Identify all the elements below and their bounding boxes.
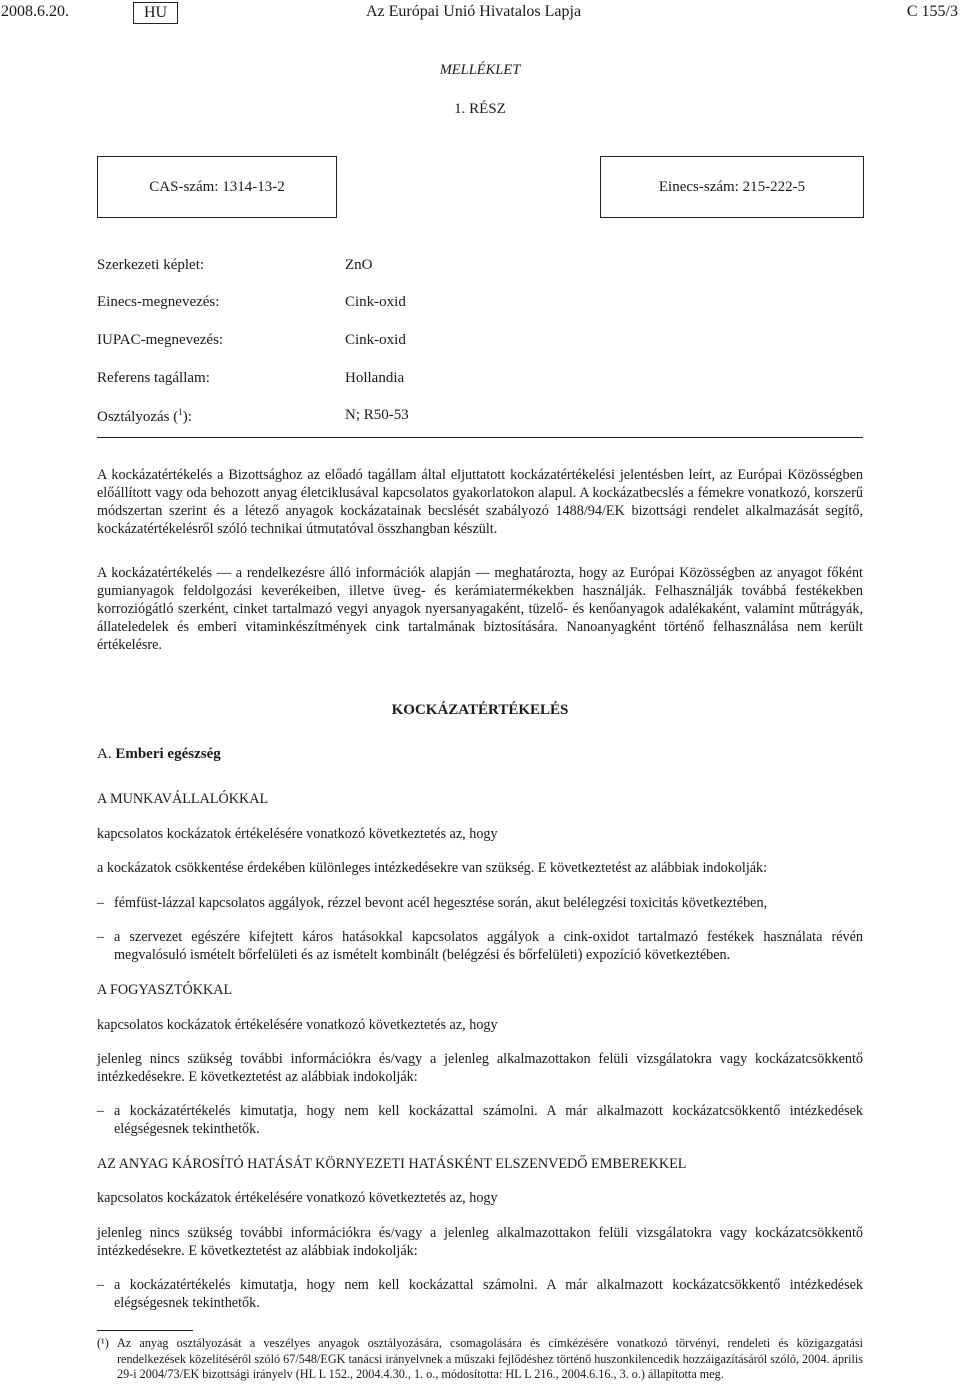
header-date: 2008.6.20.: [1, 3, 69, 20]
part-title: 1. RÉSZ: [454, 101, 506, 117]
annex-title: MELLÉKLET: [439, 62, 521, 78]
consumers-heading: A FOGYASZTÓKKAL: [97, 982, 233, 998]
workers-heading: A MUNKAVÁLLALÓKKAL: [97, 791, 269, 807]
workers-bullet: – fémfüst-lázzal kapcsolatos aggályok, rézzel bevont acél hegesztése során, akut belélegzési toxicitás következtében,: [97, 895, 768, 911]
indirect-lead: kapcsolatos kockázatok értékelésére vonatkozó következtetés az, hogy: [97, 1190, 498, 1206]
workers-conclusion: a kockázatok csökkentése érdekében különleges intézkedésekre van szükség. E következtetést az alábbiak indokolják:: [97, 860, 768, 876]
property-value: Hollandia: [345, 370, 405, 386]
property-value: ZnO: [345, 257, 373, 273]
footnote-rule: [97, 1330, 193, 1331]
einecs-number: Einecs-szám: 215-222-5: [658, 178, 806, 195]
property-label: Referens tagállam:: [97, 370, 210, 386]
classification-label-start: Osztályozás (: [97, 409, 179, 425]
cas-number: CAS-szám: 1314-13-2: [149, 178, 285, 195]
property-label: Szerkezeti képlet:: [97, 257, 205, 273]
classification-value: N; R50-53: [345, 407, 409, 423]
workers-bullet: – a szervezet egészére kifejtett káros hatásokkal kapcsolatos aggályok a cink-oxidot tartalmazó festékek használata révén megvalósuló ismételt bőrfelületi és az ismételt kombinált (belégzési és bőrfelületi) expozíció következtében.: [97, 929, 863, 963]
workers-lead: kapcsolatos kockázatok értékelésére vonatkozó következtetés az, hogy: [97, 826, 498, 842]
classification-label-end: ):: [182, 409, 192, 425]
footnote-ref: 1: [178, 407, 183, 417]
page-number: C 155/3: [906, 3, 958, 20]
property-label: Einecs-megnevezés:: [97, 294, 220, 310]
footnote-text: Az anyag osztályozását a veszélyes anyagok osztályozására, csomagolására és címkézésére vonatkozó törvényi, rendeleti és közigazgatási rendelkezések közelítéséről szóló 67/548/EGK tanácsi irányelvnek a műszaki fejlődéshez történő huszonkilencedik hozzáigazításáról szóló, 2004. április 29-i 2004/73/EK bizottsági irányelv (HL L 152., 2004.4.30., 1. o., módosította: HL L 216., 2004.6.16., 3. o.) állapította meg.: [117, 1336, 863, 1381]
property-value: Cink-oxid: [345, 294, 406, 310]
intro-paragraph-2: A kockázatértékelés — a rendelkezésre álló információk alapján — meghatározta, hogy az Európai Közösségben az anyagot főként gumianyagok feldolgozási keverékeiben, illetve üveg- és kerámiatermékekben használják. Felhasználják továbbá festékekben korroziógátló szerként, cinket tartalmazó vegyi anyagok nyersanyagaként, tüzelő- és kenőanyagok adalékaként, valamint műtrágyák, állateledelek és emberi vitaminkészítmények cink tartalmának biztosítására. Nanoanyagként történő felhasználása nem került értékelésre.: [97, 565, 863, 653]
indirect-bullet: – a kockázatértékelés kimutatja, hogy nem kell kockázattal számolni. A már alkalmazott kockázatcsökkentő intézkedések elégségesnek tekinthetők.: [97, 1277, 863, 1311]
consumers-conclusion: jelenleg nincs szükség további információkra és/vagy a jelenleg alkalmazottakon felüli vizsgálatokra vagy kockázatcsökkentő intézkedésekre. E következtetést az alábbiak indokolják:: [97, 1051, 863, 1085]
assessment-title: KOCKÁZATÉRTÉKELÉS: [391, 702, 569, 718]
property-label: IUPAC-megnevezés:: [97, 332, 224, 348]
intro-paragraph-1: A kockázatértékelés a Bizottsághoz az előadó tagállam által eljuttatott kockázatértékelési jelentésben leírt, az Európai Közösségben előállított vagy oda behozott anyag életciklusával kapcsolatos gyakorlatokon alapul. A kockázatbecslés a fémekre vonatkozó, korszerű módszertan szerint és a létező anyagok kockázatainak becslését szabályozó 1488/94/EK bizottsági rendelet alkalmazását segítő, kockázatértékelésről szóló technikai útmutatóval összhangban készült.: [97, 467, 863, 537]
consumers-lead: kapcsolatos kockázatok értékelésére vonatkozó következtetés az, hogy: [97, 1017, 498, 1033]
section-title: Emberi egészség: [115, 746, 221, 762]
language-code-box: HU: [133, 2, 178, 24]
einecs-number-box: [600, 156, 864, 218]
consumers-bullet: – a kockázatértékelés kimutatja, hogy nem kell kockázattal számolni. A már alkalmazott kockázatcsökkentő intézkedések elégségesnek tekinthetők.: [97, 1103, 863, 1137]
section-heading: [97, 746, 221, 763]
section-divider: [97, 437, 863, 438]
indirect-heading: AZ ANYAG KÁROSÍTÓ HATÁSÁT KÖRNYEZETI HATÁSKÉNT ELSZENVEDŐ EMBEREKKEL: [97, 1156, 687, 1172]
footnote-marker: (¹): [97, 1336, 109, 1350]
property-value: Cink-oxid: [345, 332, 406, 348]
classification-label: [97, 407, 192, 426]
cas-number-box: [97, 156, 337, 218]
journal-title: Az Európai Unió Hivatalos Lapja: [366, 3, 582, 20]
indirect-conclusion: jelenleg nincs szükség további információkra és/vagy a jelenleg alkalmazottakon felüli vizsgálatokra vagy kockázatcsökkentő intézkedésekre. E következtetést az alábbiak indokolják:: [97, 1225, 863, 1259]
section-letter: A.: [97, 746, 112, 762]
